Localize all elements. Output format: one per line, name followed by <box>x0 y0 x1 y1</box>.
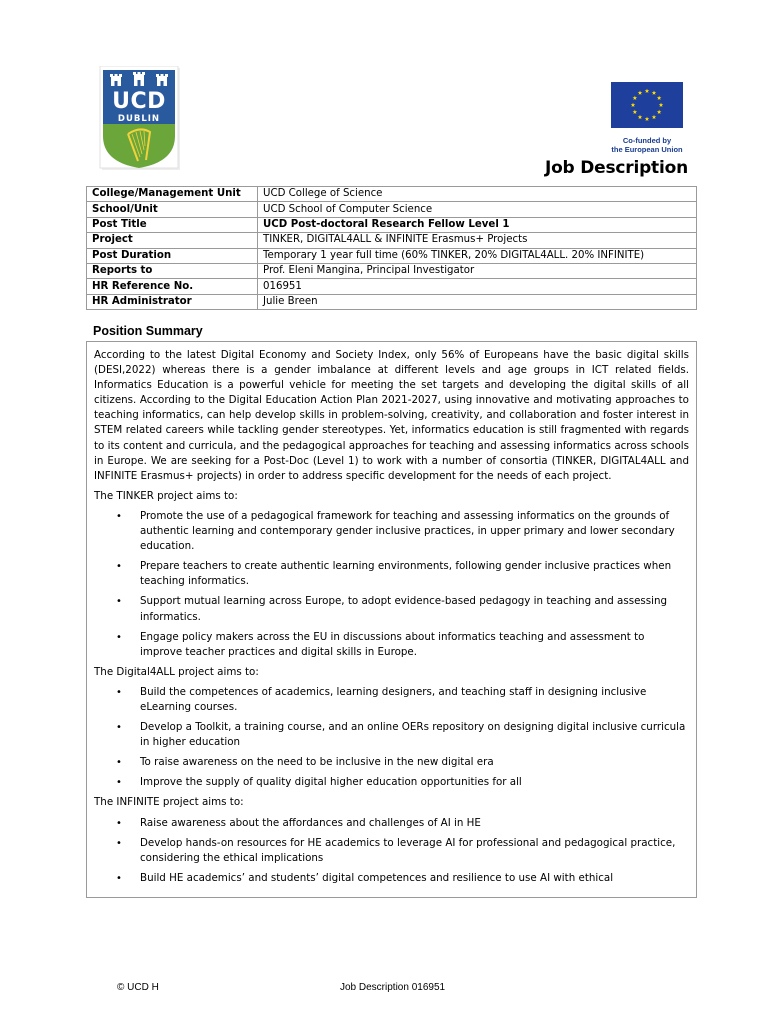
bullet-icon: • <box>116 596 122 608</box>
bullet-icon: • <box>116 872 122 884</box>
info-value: 016951 <box>258 279 697 294</box>
info-label: School/Unit <box>87 202 258 217</box>
position-summary-heading: Position Summary <box>93 324 203 338</box>
info-label: Reports to <box>87 263 258 278</box>
bullet-icon: • <box>116 757 122 769</box>
info-label: HR Administrator <box>87 294 258 309</box>
list-item-text: Develop hands-on resources for HE academics to leverage AI for professional and pedagogical practice, considering the ethical implications <box>140 836 676 864</box>
position-summary-box <box>86 341 697 898</box>
list-item-text: Promote the use of a pedagogical framework for teaching and assessing informatics on the grounds of authentic learning and contemporary gender inclusive practices, in upper primary and lower secondary education. <box>140 509 675 553</box>
eu-caption-line2: the European Union <box>611 144 683 154</box>
bullet-icon: • <box>116 777 122 789</box>
info-value: Temporary 1 year full time (60% TINKER, 20% DIGITAL4ALL. 20% INFINITE) <box>258 248 697 263</box>
info-table-row <box>87 279 697 294</box>
info-table-row <box>87 294 697 309</box>
eu-caption-line1: Co-funded by <box>622 136 672 145</box>
list-item <box>94 594 689 624</box>
info-table-row <box>87 263 697 278</box>
list-item <box>94 720 689 750</box>
list-item <box>94 816 689 831</box>
info-label: HR Reference No. <box>87 279 258 294</box>
job-info-table <box>86 186 697 310</box>
eu-flag-icon <box>611 82 683 128</box>
list-item-text: Engage policy makers across the EU in discussions about informatics teaching and assessment to improve teacher practices and digital skills in Europe. <box>140 630 645 658</box>
list-item-text: Prepare teachers to create authentic learning environments, following gender inclusive practices when teaching informatics. <box>140 560 672 588</box>
info-value: UCD School of Computer Science <box>258 202 697 217</box>
digital4all-lead: The Digital4ALL project aims to: <box>94 665 259 678</box>
bullet-icon: • <box>116 817 122 829</box>
bullet-icon: • <box>116 510 122 522</box>
info-value: Julie Breen <box>258 294 697 309</box>
info-table-row <box>87 217 697 232</box>
list-item-text: Develop a Toolkit, a training course, and an online OERs repository on designing digital inclusive curricula in higher education <box>140 721 686 749</box>
footer-document-reference: Job Description 016951 <box>340 982 446 993</box>
info-value: UCD College of Science <box>258 187 697 202</box>
info-value: UCD Post-doctoral Research Fellow Level 1 <box>258 217 697 232</box>
info-label: Project <box>87 233 258 248</box>
info-value: TINKER, DIGITAL4ALL & INFINITE Erasmus+ Projects <box>258 233 697 248</box>
digital4all-aims-list <box>94 685 689 791</box>
list-item-text: Build HE academics’ and students’ digital competences and resilience to use AI with ethical <box>140 871 614 884</box>
list-item <box>94 871 689 886</box>
list-item <box>94 836 689 866</box>
info-table-row <box>87 233 697 248</box>
ucd-dublin-text: DUBLIN <box>117 114 161 124</box>
list-item <box>94 559 689 589</box>
bullet-icon: • <box>116 837 122 849</box>
list-item-text: Build the competences of academics, learning designers, and teaching staff in designing inclusive eLearning courses. <box>140 685 647 713</box>
infinite-aims-list <box>94 816 689 886</box>
bullet-icon: • <box>116 686 122 698</box>
list-item <box>94 685 689 715</box>
tinker-aims-list <box>94 509 689 660</box>
tinker-lead: The TINKER project aims to: <box>94 489 238 502</box>
eu-cofunded-logo <box>608 82 686 154</box>
list-item <box>94 630 689 660</box>
list-item <box>94 509 689 554</box>
info-label: College/Management Unit <box>87 187 258 202</box>
infinite-lead: The INFINITE project aims to: <box>94 796 244 809</box>
bullet-icon: • <box>116 631 122 643</box>
info-table-row <box>87 187 697 202</box>
list-item-text: To raise awareness on the need to be inclusive in the new digital era <box>140 756 494 769</box>
list-item <box>94 755 689 770</box>
list-item-text: Improve the supply of quality digital higher education opportunities for all <box>140 776 522 789</box>
info-table-row <box>87 202 697 217</box>
summary-intro-paragraph: According to the latest Digital Economy and Society Index, only 56% of Europeans have the basic digital skills (DESI,2022) whereas there is a gender imbalance at different levels and age groups in ICT related fields. Informatics Education is a powerful vehicle for meeting the set targets and developing the digital skills of all citizens. According to the Digital Education Action Plan 2021-2027, using innovative and motivating approaches to teaching informatics, can help develop skills in problem-solving, creativity, and collaboration and foster interest in STEM related careers while tackling gender stereotypes. Yet, informatics education is still fragmented with regards to its content and curricula, and the pedagogical approaches for teaching and assessing informatics across schools in Europe. We are seeking for a Post-Doc (Level 1) to work with a number of consortia (TINKER, DIGITAL4ALL and INFINITE Erasmus+ projects) in order to address specific development for the needs of each project. <box>94 349 689 482</box>
info-table-row <box>87 248 697 263</box>
info-value: Prof. Eleni Mangina, Principal Investigator <box>258 263 697 278</box>
list-item <box>94 775 689 790</box>
info-label: Post Title <box>87 217 258 232</box>
document-title: Job Description <box>544 158 688 178</box>
footer-copyright: © UCD H <box>117 982 159 993</box>
ucd-wordmark: UCD <box>112 89 166 114</box>
bullet-icon: • <box>116 722 122 734</box>
bullet-icon: • <box>116 561 122 573</box>
list-item-text: Support mutual learning across Europe, to adopt evidence-based pedagogy in teaching and assessing informatics. <box>140 595 668 623</box>
info-label: Post Duration <box>87 248 258 263</box>
ucd-dublin-logo <box>98 66 180 170</box>
list-item-text: Raise awareness about the affordances and challenges of AI in HE <box>140 816 481 829</box>
